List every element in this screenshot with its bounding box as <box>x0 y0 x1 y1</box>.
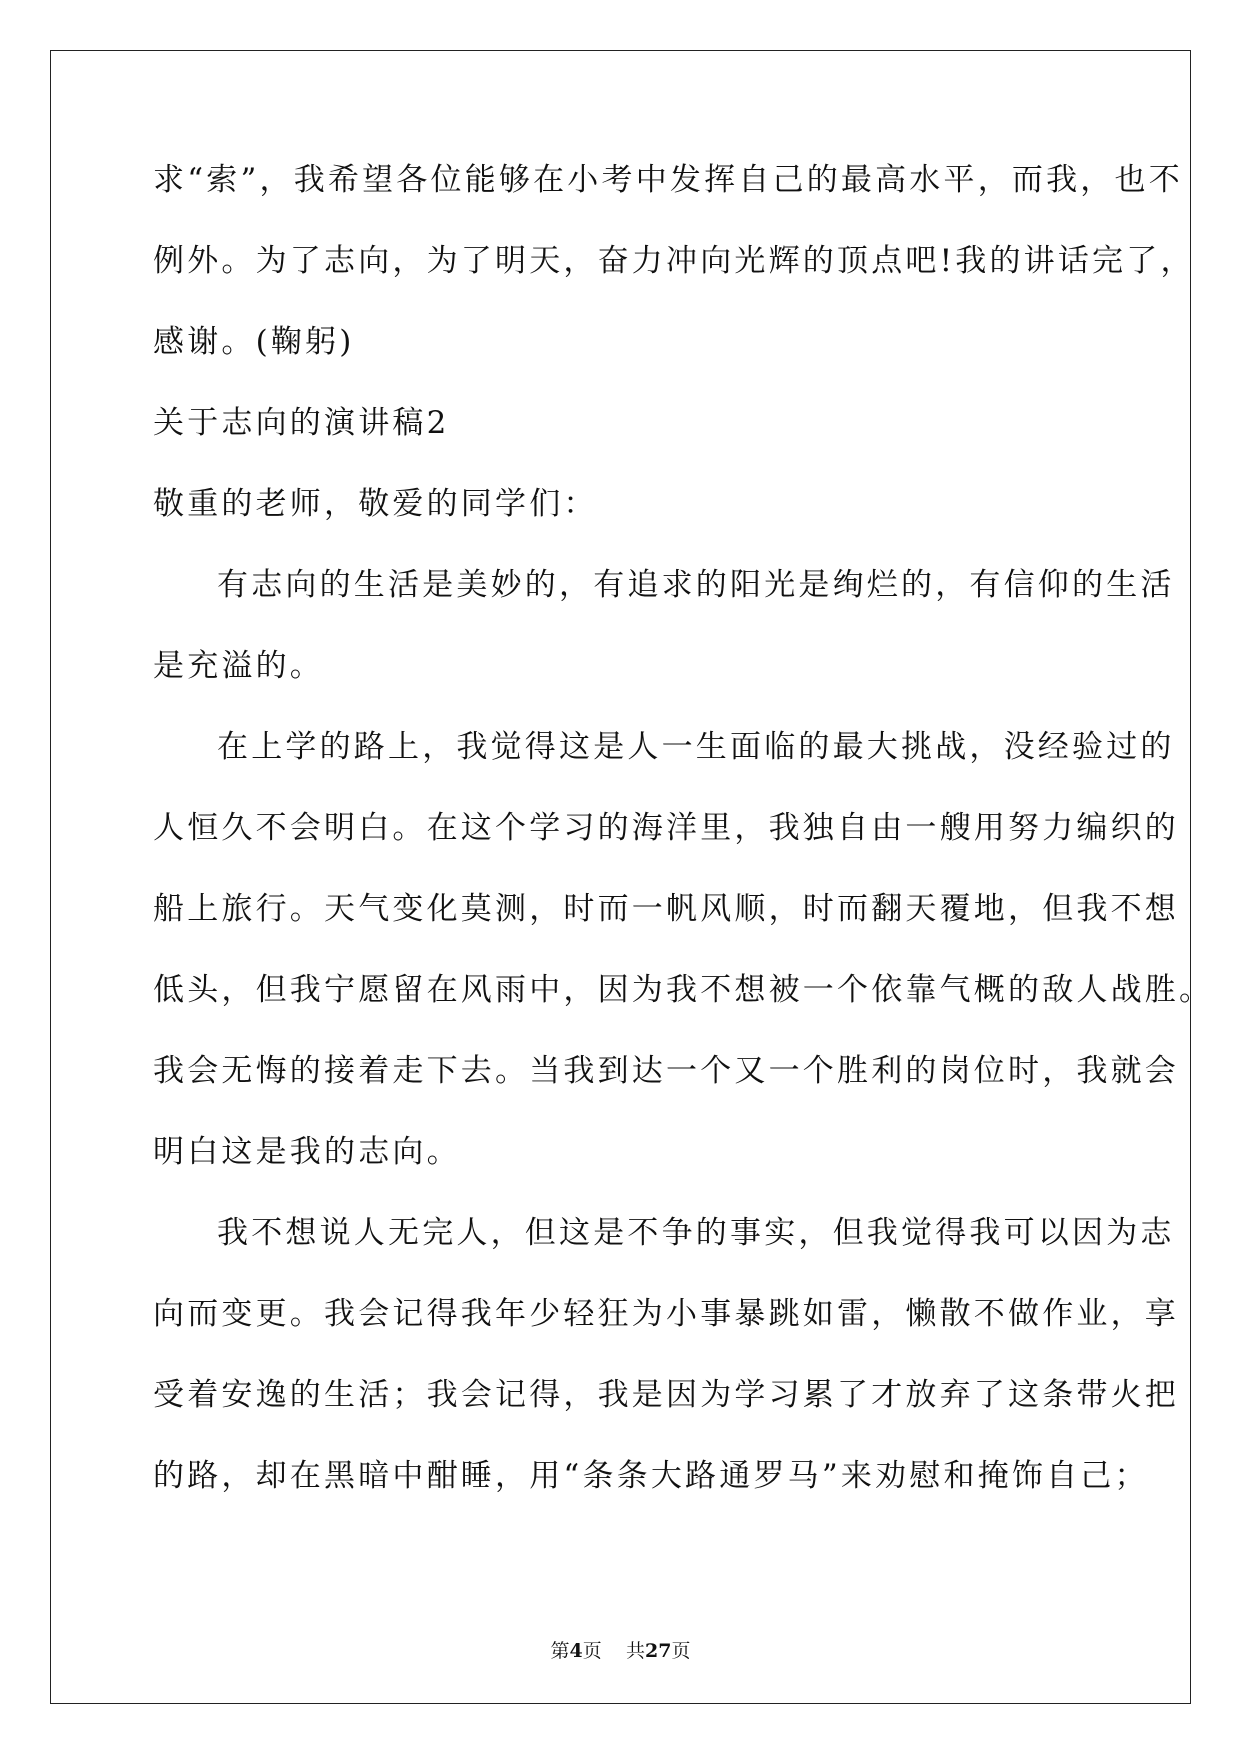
text-line: 船上旅行。天气变化莫测，时而一帆风顺，时而翻天覆地，但我不想 <box>153 891 1179 927</box>
paragraph-start-line: 我不想说人无完人，但这是不争的事实，但我觉得我可以因为志 <box>217 1215 1175 1251</box>
text-line: 例外。为了志向，为了明天，奋力冲向光辉的顶点吧!我的讲话完了， <box>153 243 1195 279</box>
text-line: 我会无悔的接着走下去。当我到达一个又一个胜利的岗位时，我就会 <box>153 1053 1179 1089</box>
page-unit: 页 <box>582 1640 602 1662</box>
total-pages: 27 <box>644 1640 672 1662</box>
total-prefix: 共 <box>625 1640 645 1662</box>
text-line: 受着安逸的生活；我会记得，我是因为学习累了才放弃了这条带火把 <box>153 1377 1179 1413</box>
page-prefix: 第 <box>550 1640 570 1662</box>
text-line: 向而变更。我会记得我年少轻狂为小事暴跳如雷，懒散不做作业，享 <box>153 1296 1179 1332</box>
text-line: 感谢。(鞠躬) <box>153 324 355 360</box>
paragraph-start-line: 有志向的生活是美妙的，有追求的阳光是绚烂的，有信仰的生活 <box>217 567 1175 603</box>
text-line: 是充溢的。 <box>153 648 324 684</box>
document-body <box>153 160 1214 1537</box>
page-number: 4 <box>569 1640 583 1662</box>
text-line: 明白这是我的志向。 <box>153 1134 461 1170</box>
text-line: 的路，却在黑暗中酣睡，用“条条大路通罗马”来劝慰和掩饰自己； <box>153 1458 1149 1494</box>
page-footer <box>0 1636 1241 1663</box>
text-line: 求“索”，我希望各位能够在小考中发挥自己的最高水平，而我，也不 <box>153 162 1183 198</box>
text-line: 低头，但我宁愿留在风雨中，因为我不想被一个依靠气概的敌人战胜。 <box>153 972 1214 1008</box>
total-unit: 页 <box>671 1640 691 1662</box>
salutation: 敬重的老师，敬爱的同学们： <box>153 486 598 522</box>
paragraph-start-line: 在上学的路上，我觉得这是人一生面临的最大挑战，没经验过的 <box>217 729 1175 765</box>
section-title: 关于志向的演讲稿2 <box>153 405 450 441</box>
text-line: 人恒久不会明白。在这个学习的海洋里，我独自由一艘用努力编织的 <box>153 810 1179 846</box>
